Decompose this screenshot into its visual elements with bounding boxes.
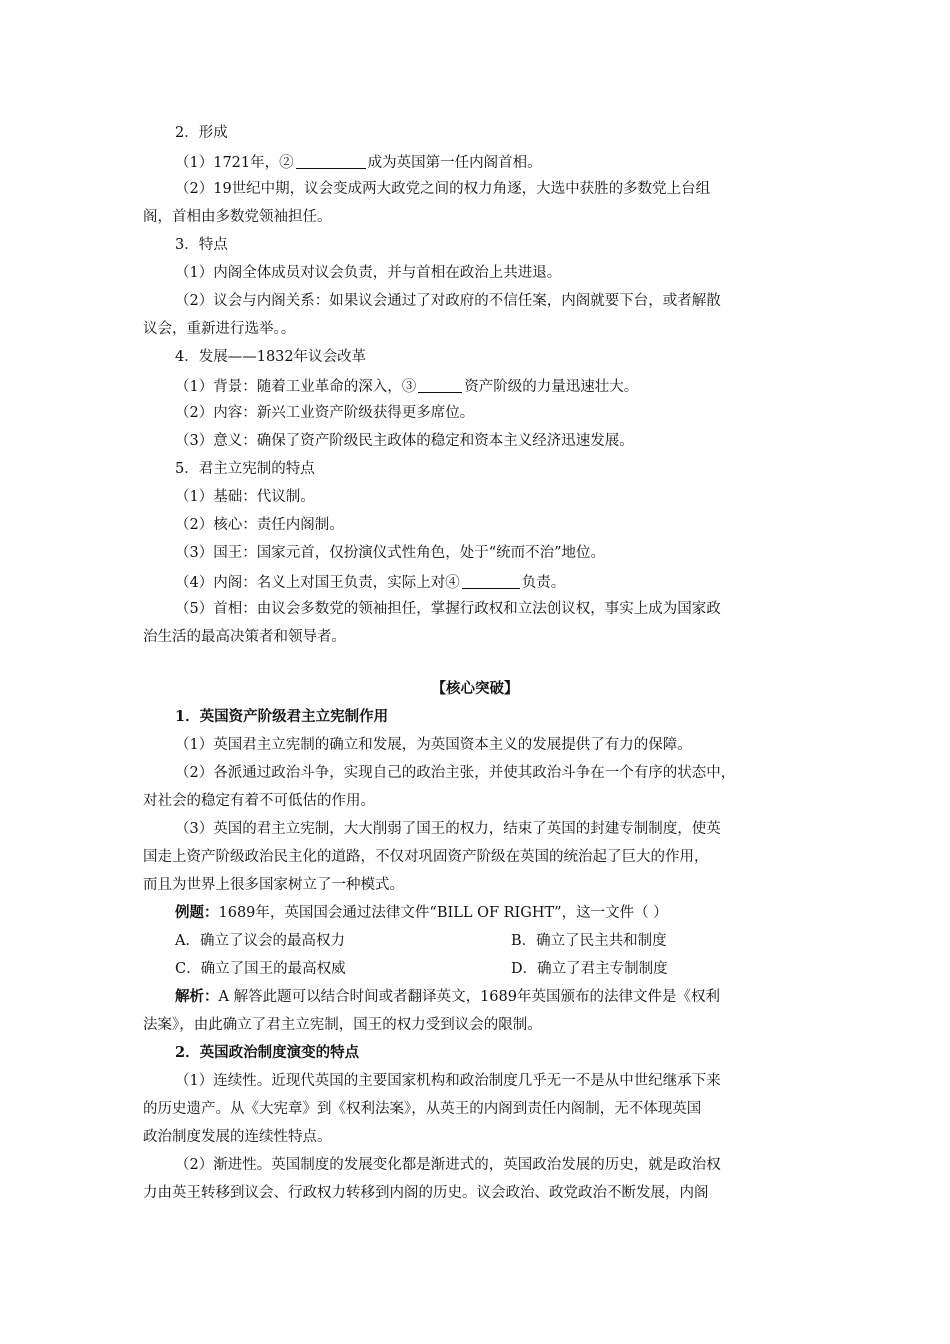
core-section-2-para-1-line-1: （1）连续性。近现代英国的主要国家机构和政治制度几乎无一不是从中世纪继承下来 [175,1073,721,1089]
option-d[interactable]: D．确立了君主专制制度 [511,961,668,977]
option-a[interactable]: A．确立了议会的最高权力 [175,933,345,949]
monarchy-item-2: （2）核心：责任内阁制。 [175,517,344,533]
option-b[interactable]: B．确立了民主共和制度 [511,933,667,949]
formation-item-1: （1）1721年，② 成为英国第一任内阁首相。 [175,155,542,171]
monarchy-item-4: （4）内阁：名义上对国王负责，实际上对④ 负责。 [175,575,566,591]
section-heading-development: 4．发展——1832年议会改革 [175,349,367,365]
analysis-line-2: 法案》，由此确立了君主立宪制，国王的权力受到议会的限制。 [143,1017,542,1033]
monarchy-item-3: （3）国王：国家元首，仅扮演仪式性角色，处于“统而不治”地位。 [175,545,606,561]
core-breakthrough-title: 【核心突破】 [431,680,519,697]
section-heading-monarchy: 5．君主立宪制的特点 [175,461,315,477]
core-section-2-para-2-line-2: 力由英王转移到议会、行政权力转移到内阁的历史。议会政治、政党政治不断发展，内阁 [143,1185,709,1201]
core-section-2-para-1-line-2: 的历史遗产。从《大宪章》到《权利法案》，从英王的内阁到责任内阁制，无不体现英国 [143,1101,702,1117]
fill-blank-4[interactable] [462,574,520,589]
fill-blank-2[interactable] [296,154,366,169]
core-section-2-para-2-line-1: （2）渐进性。英国制度的发展变化都是渐进式的，英国政治发展的历史，就是政治权 [175,1157,721,1173]
core-section-1-para-2-line-1: （2）各派通过政治斗争，实现自己的政治主张，并使其政治斗争在一个有序的状态中， [175,765,736,781]
core-section-1-para-3-line-3: 而且为世界上很多国家树立了一种模式。 [143,877,404,893]
features-item-2-line-1: （2）议会与内阁关系：如果议会通过了对政府的不信任案，内阁就要下台，或者解散 [175,293,721,309]
monarchy-item-1: （1）基础：代议制。 [175,489,315,505]
monarchy-item-5-line-2: 治生活的最高决策者和领导者。 [143,629,346,645]
formation-item-2-line-1: （2）19世纪中期，议会变成两大政党之间的权力角逐，大选中获胜的多数党上台组 [175,181,711,197]
development-item-3: （3）意义：确保了资产阶级民主政体的稳定和资本主义经济迅速发展。 [175,433,634,449]
fill-blank-3[interactable] [418,378,462,393]
development-item-2: （2）内容：新兴工业资产阶级获得更多席位。 [175,405,475,421]
example-label: 例题： [175,904,219,921]
features-item-1: （1）内阁全体成员对议会负责，并与首相在政治上共进退。 [175,265,562,281]
core-section-1-heading: 1．英国资产阶级君主立宪制作用 [175,708,389,725]
core-section-2-heading: 2．英国政治制度演变的特点 [175,1044,360,1061]
analysis-label: 解析： [175,988,219,1005]
section-heading-features: 3．特点 [175,237,228,253]
core-section-1-para-3-line-1: （3）英国的君主立宪制，大大削弱了国王的权力，结束了英国的封建专制制度，使英 [175,821,721,837]
monarchy-item-5-line-1: （5）首相：由议会多数党的领袖担任，掌握行政权和立法创议权，事实上成为国家政 [175,601,721,617]
core-section-1-para-1: （1）英国君主立宪制的确立和发展，为英国资本主义的发展提供了有力的保障。 [175,737,692,753]
core-section-2-para-1-line-3: 政治制度发展的连续性特点。 [143,1129,332,1145]
formation-item-2-line-2: 阁，首相由多数党领袖担任。 [143,209,332,225]
core-section-1-para-2-line-2: 对社会的稳定有着不可低估的作用。 [143,793,375,809]
core-section-1-para-3-line-2: 国走上资产阶级政治民主化的道路，不仅对巩固资产阶级在英国的统治起了巨大的作用， [143,849,709,865]
example-question: 例题：1689年，英国国会通过法律文件“BILL OF RIGHT”，这一文件（ ） [175,904,668,921]
development-item-1: （1）背景：随着工业革命的深入，③ 资产阶级的力量迅速壮大。 [175,379,639,395]
section-heading-formation: 2．形成 [175,125,228,141]
analysis-line-1: 解析：A 解答此题可以结合时间或者翻译英文，1689年英国颁布的法律文件是《权利 [175,988,720,1005]
option-c[interactable]: C．确立了国王的最高权威 [175,961,346,977]
features-item-2-line-2: 议会，重新进行选举。。 [143,321,296,337]
